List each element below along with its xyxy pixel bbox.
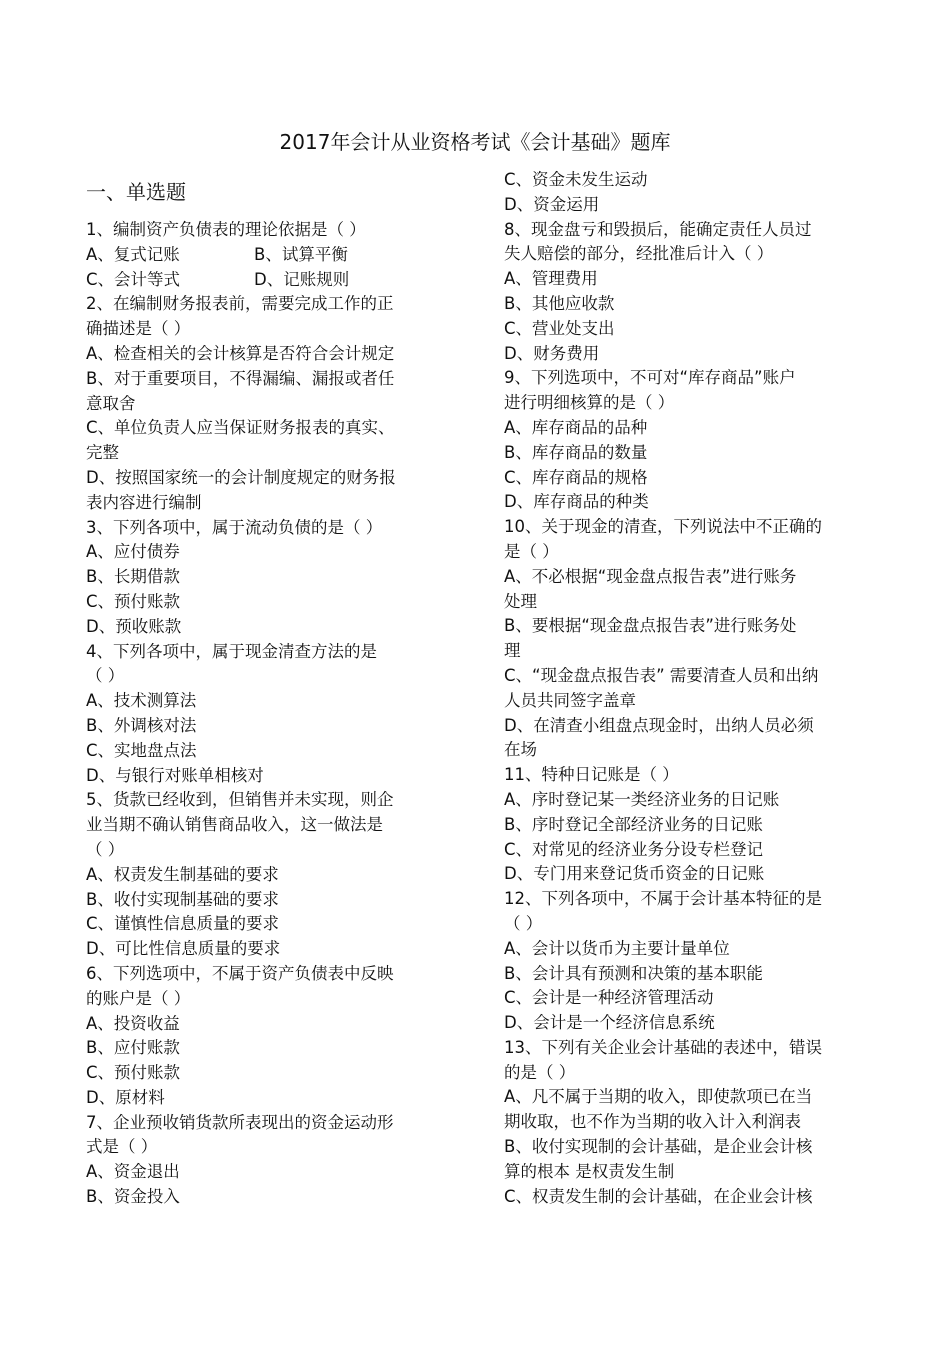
text-line: A、检查相关的会计核算是否符合会计规定 (86, 343, 395, 363)
text-line: 期收取，也不作为当期的收入计入利润表 (504, 1112, 801, 1132)
text-line: 处理 (504, 591, 537, 611)
text-line: 5、货款已经收到，但销售并未实现，则企 (86, 790, 394, 810)
text-line: B、对于重要项目，不得漏编、漏报或者任 (86, 368, 395, 388)
text-line: C、实地盘点法 (86, 740, 197, 760)
text-line: 业当期不确认销售商品收入，这一做法是 (86, 815, 383, 835)
left-column (86, 218, 446, 1210)
text-line: B、外调核对法 (86, 715, 197, 735)
option-a: A、复式记账 (86, 244, 180, 264)
text-line: 的账户是（ ） (86, 988, 191, 1008)
text-line: 12、下列各项中，不属于会计基本特征的是 (504, 889, 822, 909)
text-line: A、投资收益 (86, 1013, 180, 1033)
document-title: 2017年会计从业资格考试《会计基础》题库 (279, 130, 671, 154)
text-line: A、权责发生制基础的要求 (86, 864, 279, 884)
text-line: D、财务费用 (504, 343, 600, 363)
section-heading: 一、单选题 (86, 180, 186, 204)
text-line: 9、下列选项中，不可对“库存商品”账户 (504, 368, 796, 388)
text-line: D、会计是一个经济信息系统 (504, 1013, 715, 1033)
text-line: C、权责发生制的会计基础，在企业会计核 (504, 1186, 813, 1206)
text-line: A、管理费用 (504, 269, 598, 289)
text-line: （ ） (86, 666, 125, 686)
text-line: D、按照国家统一的会计制度规定的财务报 (86, 467, 396, 487)
text-line: 是（ ） (504, 541, 559, 561)
text-line: 人员共同签字盖章 (504, 690, 636, 710)
text-line: D、预收账款 (86, 616, 182, 636)
text-line: C、资金未发生运动 (504, 170, 648, 189)
text-line: 式是（ ） (86, 1137, 158, 1157)
text-line: B、收付实现制基础的要求 (86, 889, 279, 909)
text-line: C、“现金盘点报告表” 需要清查人员和出纳 (504, 665, 819, 685)
text-line: B、收付实现制的会计基础，是企业会计核 (504, 1137, 813, 1157)
text-line: D、资金运用 (504, 194, 600, 214)
text-line: 表内容进行编制 (86, 492, 202, 512)
text-line: 4、下列各项中，属于现金清查方法的是 (86, 641, 377, 661)
right-text-lines (504, 168, 864, 1209)
text-line: D、库存商品的种类 (504, 492, 649, 512)
text-line: D、原材料 (86, 1087, 165, 1107)
text-line: B、会计具有预测和决策的基本职能 (504, 963, 763, 983)
text-line: 13、下列有关企业会计基础的表述中，错误 (504, 1037, 822, 1057)
text-line: 进行明细核算的是（ ） (504, 393, 675, 413)
text-line: 理 (504, 641, 521, 661)
text-line: B、序时登记全部经济业务的日记账 (504, 814, 763, 834)
text-line: C、营业处支出 (504, 318, 615, 338)
text-line: C、单位负责人应当保证财务报表的真实、 (86, 418, 395, 438)
text-line: B、资金投入 (86, 1187, 180, 1207)
left-text-lines (86, 292, 446, 1209)
text-line: 3、下列各项中，属于流动负债的是（ ） (86, 517, 383, 537)
text-line: A、资金退出 (86, 1162, 180, 1182)
text-line: B、应付账款 (86, 1038, 180, 1058)
text-line: A、凡不属于当期的收入，即使款项已在当 (504, 1087, 813, 1107)
right-column (504, 168, 864, 1209)
text-line: 算的根本 是权责发生制 (504, 1161, 675, 1181)
text-line: B、其他应收款 (504, 293, 615, 313)
text-line: 确描述是（ ） (86, 319, 191, 339)
text-line: 11、特种日记账是（ ） (504, 765, 679, 785)
option-b: B、试算平衡 (254, 244, 348, 264)
text-line: C、库存商品的规格 (504, 467, 648, 487)
text-line: A、不必根据“现金盘点报告表”进行账务 (504, 566, 797, 586)
text-line: C、预付账款 (86, 591, 181, 611)
text-line: 完整 (86, 443, 119, 463)
text-line: 的是（ ） (504, 1062, 576, 1082)
text-line: 在场 (504, 740, 537, 760)
text-line: A、技术测算法 (86, 691, 197, 711)
option-d: D、记账规则 (254, 269, 350, 289)
text-line: B、长期借款 (86, 567, 180, 587)
text-line: C、谨慎性信息质量的要求 (86, 914, 280, 934)
option-row (86, 268, 446, 293)
text-line: B、要根据“现金盘点报告表”进行账务处 (504, 616, 797, 636)
text-line: 6、下列选项中，不属于资产负债表中反映 (86, 963, 394, 983)
text-line: 2、在编制财务报表前，需要完成工作的正 (86, 294, 394, 314)
text-line: C、预付账款 (86, 1063, 181, 1083)
option-row (86, 243, 446, 268)
text-line: D、专门用来登记货币资金的日记账 (504, 864, 765, 884)
text-line: D、可比性信息质量的要求 (86, 939, 281, 959)
text-line: A、序时登记某一类经济业务的日记账 (504, 789, 780, 809)
text-line: D、在清查小组盘点现金时，出纳人员必须 (504, 715, 814, 735)
text-line: 失人赔偿的部分，经批准后计入（ ） (504, 244, 774, 264)
text-line: 10、关于现金的清查，下列说法中不正确的 (504, 517, 822, 537)
option-c: C、会计等式 (86, 269, 181, 289)
text-line: （ ） (86, 839, 125, 859)
text-line: （ ） (504, 913, 543, 933)
text-line: A、会计以货币为主要计量单位 (504, 938, 730, 958)
question-stem: 1、编制资产负债表的理论依据是（ ） (86, 220, 366, 239)
text-line: C、对常见的经济业务分设专栏登记 (504, 839, 764, 859)
text-line: D、与银行对账单相核对 (86, 765, 264, 785)
text-line: 意取舍 (86, 393, 136, 413)
text-line: B、库存商品的数量 (504, 442, 648, 462)
text-line: A、库存商品的品种 (504, 417, 648, 437)
text-line: 8、现金盘亏和毁损后，能确定责任人员过 (504, 219, 812, 239)
text-line: A、应付债券 (86, 542, 180, 562)
text-line: C、会计是一种经济管理活动 (504, 988, 714, 1008)
text-line: 7、企业预收销货款所表现出的资金运动形 (86, 1112, 394, 1132)
